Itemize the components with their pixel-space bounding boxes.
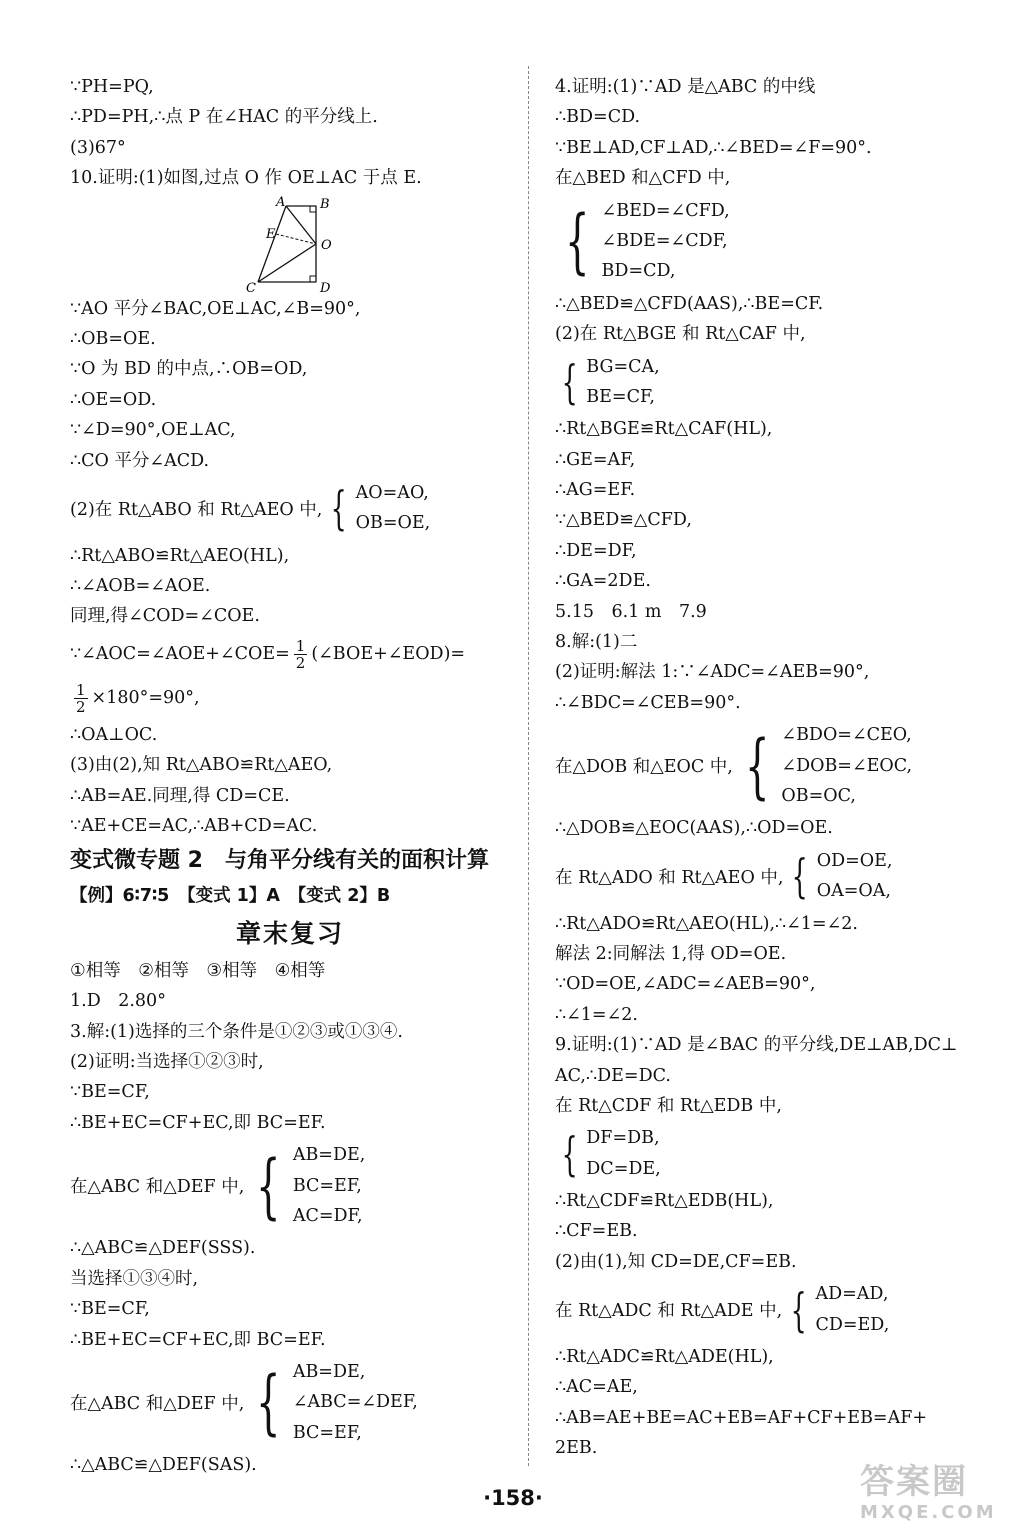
text-line: ∴BD=CD. [555, 107, 641, 128]
brace-icon: { [561, 354, 578, 409]
text-line: 1.D 2.80° [70, 991, 166, 1012]
equation-system [555, 720, 995, 811]
equation: BG=CA, [586, 356, 660, 377]
text-line: 在 Rt△CDF 和 Rt△EDB 中, [555, 1095, 782, 1116]
text-line: ∴△ABC≌△DEF(SAS). [70, 1455, 257, 1476]
text-line: ∴CO 平分∠ACD. [70, 450, 210, 471]
text-line: 5.15 6.1 m 7.9 [555, 601, 707, 622]
equation: AC=DF, [292, 1205, 363, 1226]
equation: CD=ED, [815, 1314, 890, 1335]
expr-part: (∠BOE+∠EOD)= [311, 643, 466, 664]
text-line: ∴CF=EB. [555, 1221, 638, 1242]
text-line: ∴AC=AE, [555, 1377, 638, 1398]
text-line: ∴∠BDC=∠CEB=90°. [555, 692, 741, 713]
text-line: ∴△BED≌△CFD(AAS),∴BE=CF. [555, 293, 824, 314]
text-line: ∴DE=DF, [555, 540, 637, 561]
label-A: A [276, 194, 286, 210]
page-number: ·158· [483, 1486, 543, 1510]
equation: OA=OA, [816, 881, 891, 902]
text-line: ∴Rt△ADO≌Rt△AEO(HL),∴∠1=∠2. [555, 913, 858, 934]
system-label: 在 Rt△ADC 和 Rt△ADE 中, [555, 1301, 783, 1322]
text-line: ∵PH=PQ, [70, 77, 154, 97]
text-line: ∴OE=OD. [70, 389, 157, 410]
section-answer: 【例】6∶7∶5 【变式 1】A 【变式 2】B [70, 886, 391, 907]
text-line: ∴AG=EF. [555, 480, 636, 501]
text-line: ∵∠D=90°,OE⊥AC, [70, 420, 236, 441]
geometry-figure [70, 194, 510, 294]
equation-system [70, 1357, 510, 1448]
watermark-text: 答案圈 [860, 1462, 968, 1502]
brace-icon: { [561, 1126, 578, 1181]
text-line: ∴BE+EC=CF+EC,即 BC=EF. [70, 1329, 326, 1350]
chapter-title: 章末复习 [235, 918, 344, 948]
brace-icon: { [792, 849, 809, 904]
column-divider [528, 66, 529, 1466]
text-line: (2)由(1),知 CD=DE,CF=EB. [555, 1251, 797, 1272]
equation-system [555, 352, 995, 413]
text-line: (2)在 Rt△BGE 和 Rt△CAF 中, [555, 324, 806, 345]
equation: ∠BED=∠CFD, [601, 200, 730, 221]
equation: OD=OE, [816, 850, 893, 871]
right-column [555, 72, 995, 1464]
system-label: 在△ABC 和△DEF 中, [70, 1393, 245, 1414]
equation: AB=DE, [292, 1145, 366, 1166]
label-O: O [321, 237, 332, 253]
text-line: 9.证明:(1)∵AD 是∠BAC 的平分线,DE⊥AB,DC⊥ [555, 1035, 958, 1056]
equation: BC=EF, [292, 1175, 362, 1196]
equation: AB=DE, [292, 1361, 366, 1382]
equation-system [70, 1140, 510, 1231]
system-label: 在△ABC 和△DEF 中, [70, 1177, 245, 1198]
watermark-url: MXQE.COM [860, 1502, 997, 1523]
text-line: ∵AO 平分∠BAC,OE⊥AC,∠B=90°, [70, 298, 361, 319]
fraction-line [70, 676, 510, 720]
text-line: ∴∠AOB=∠AOE. [70, 576, 211, 597]
text-line: ∴PD=PH,∴点 P 在∠HAC 的平分线上. [70, 107, 378, 128]
equation: ∠BDO=∠CEO, [781, 725, 912, 746]
text-line: ∴△ABC≌△DEF(SSS). [70, 1238, 256, 1259]
text-line: (3)67° [70, 137, 126, 158]
text-line: 当选择①③④时, [70, 1268, 199, 1289]
system-label: (2)在 Rt△ABO 和 Rt△AEO 中, [70, 499, 323, 520]
text-line: 4.证明:(1)∵AD 是△ABC 的中线 [555, 77, 816, 97]
text-line: 在△BED 和△CFD 中, [555, 168, 731, 189]
equation: ∠DOB=∠EOC, [781, 755, 913, 776]
system-label: 在 Rt△ADO 和 Rt△AEO 中, [555, 867, 784, 888]
brace-icon: { [744, 724, 770, 807]
equation: BD=CD, [601, 261, 676, 282]
text-line: (3)由(2),知 Rt△ABO≌Rt△AEO, [70, 755, 333, 776]
expr-part: ∵∠AOC=∠AOE+∠COE= [70, 643, 290, 664]
text-line: ①相等 ②相等 ③相等 ④相等 [70, 960, 326, 981]
system-label: 在△DOB 和△EOC 中, [555, 757, 733, 778]
text-line: 8.解:(1)二 [555, 632, 638, 653]
text-line: ∵△BED≌△CFD, [555, 510, 692, 531]
brace-icon: { [256, 1144, 281, 1227]
brace-icon: { [256, 1361, 281, 1444]
text-line: (2)证明:当选择①②③时, [70, 1051, 264, 1072]
equation-system [555, 196, 995, 287]
text-line: ∴Rt△ABO≌Rt△AEO(HL), [70, 545, 290, 566]
text-line: ∴△DOB≌△EOC(AAS),∴OD=OE. [555, 818, 833, 839]
text-line: ∵OD=OE,∠ADC=∠AEB=90°, [555, 974, 816, 995]
brace-icon: { [565, 200, 590, 283]
label-D: D [320, 280, 331, 294]
text-line: ∵BE=CF, [70, 1082, 150, 1103]
fraction: $\frac{1}{2}$ [76, 680, 86, 716]
equation: AO=AO, [355, 482, 429, 503]
text-line: ∵BE=CF, [70, 1299, 150, 1320]
text-line: 3.解:(1)选择的三个条件是①②③或①③④. [70, 1021, 403, 1042]
equation: AD=AD, [815, 1284, 889, 1305]
text-line: ∴AB=AE+BE=AC+EB=AF+CF+EB=AF+ [555, 1407, 928, 1428]
text-line: ∴Rt△ADC≌Rt△ADE(HL), [555, 1347, 774, 1368]
text-line: 解法 2:同解法 1,得 OD=OE. [555, 943, 787, 964]
text-line: AC,∴DE=DC. [555, 1065, 671, 1086]
equation: DC=DE, [586, 1158, 661, 1179]
label-C: C [246, 280, 256, 294]
equation-system [555, 1123, 995, 1184]
equation: ∠ABC=∠DEF, [292, 1392, 418, 1413]
text-line: (2)证明:解法 1:∵∠ADC=∠AEB=90°, [555, 662, 870, 683]
equation: BE=CF, [586, 386, 655, 407]
left-column [70, 72, 510, 1480]
section-title: 变式微专题 2 与角平分线有关的面积计算 [70, 848, 489, 874]
figure-svg [238, 194, 348, 294]
text-line: ∵O 为 BD 的中点,∴OB=OD, [70, 359, 308, 380]
equation: OB=OE, [355, 513, 431, 534]
text-line: 同理,得∠COD=∠COE. [70, 606, 260, 627]
equation: BC=EF, [292, 1422, 362, 1443]
text-line: ∴Rt△BGE≌Rt△CAF(HL), [555, 419, 773, 440]
text-line: ∴GE=AF, [555, 449, 636, 470]
text-line: 2EB. [555, 1438, 598, 1459]
equation-system [555, 1279, 995, 1340]
equation-system [70, 478, 510, 539]
equation: OB=OC, [781, 785, 856, 806]
brace-icon: { [790, 1282, 807, 1337]
text-line: ∴AB=AE.同理,得 CD=CE. [70, 785, 290, 806]
text-line: ∴Rt△CDF≌Rt△EDB(HL), [555, 1191, 774, 1212]
text-line: ∴OB=OE. [70, 328, 156, 349]
text-line: ∴∠1=∠2. [555, 1004, 638, 1025]
fraction: $\frac{1}{2}$ [295, 636, 306, 672]
equation: DF=DB, [586, 1128, 660, 1149]
equation-system [555, 846, 995, 907]
equation: ∠BDE=∠CDF, [601, 230, 728, 251]
expr-part: ×180°=90°, [91, 687, 200, 708]
text-line: ∵AE+CE=AC,∴AB+CD=AC. [70, 816, 318, 837]
text-line: ∴BE+EC=CF+EC,即 BC=EF. [70, 1112, 326, 1133]
label-E: E [266, 226, 276, 242]
watermark-logo [860, 1462, 1010, 1528]
fraction-line [70, 632, 510, 676]
text-line: ∵BE⊥AD,CF⊥AD,∴∠BED=∠F=90°. [555, 137, 872, 158]
label-B: B [320, 196, 330, 212]
brace-icon: { [330, 481, 348, 536]
problem-10-heading: 10.证明:(1)如图,过点 O 作 OE⊥AC 于点 E. [70, 168, 422, 189]
text-line: ∴OA⊥OC. [70, 724, 158, 745]
text-line: ∴GA=2DE. [555, 571, 651, 592]
